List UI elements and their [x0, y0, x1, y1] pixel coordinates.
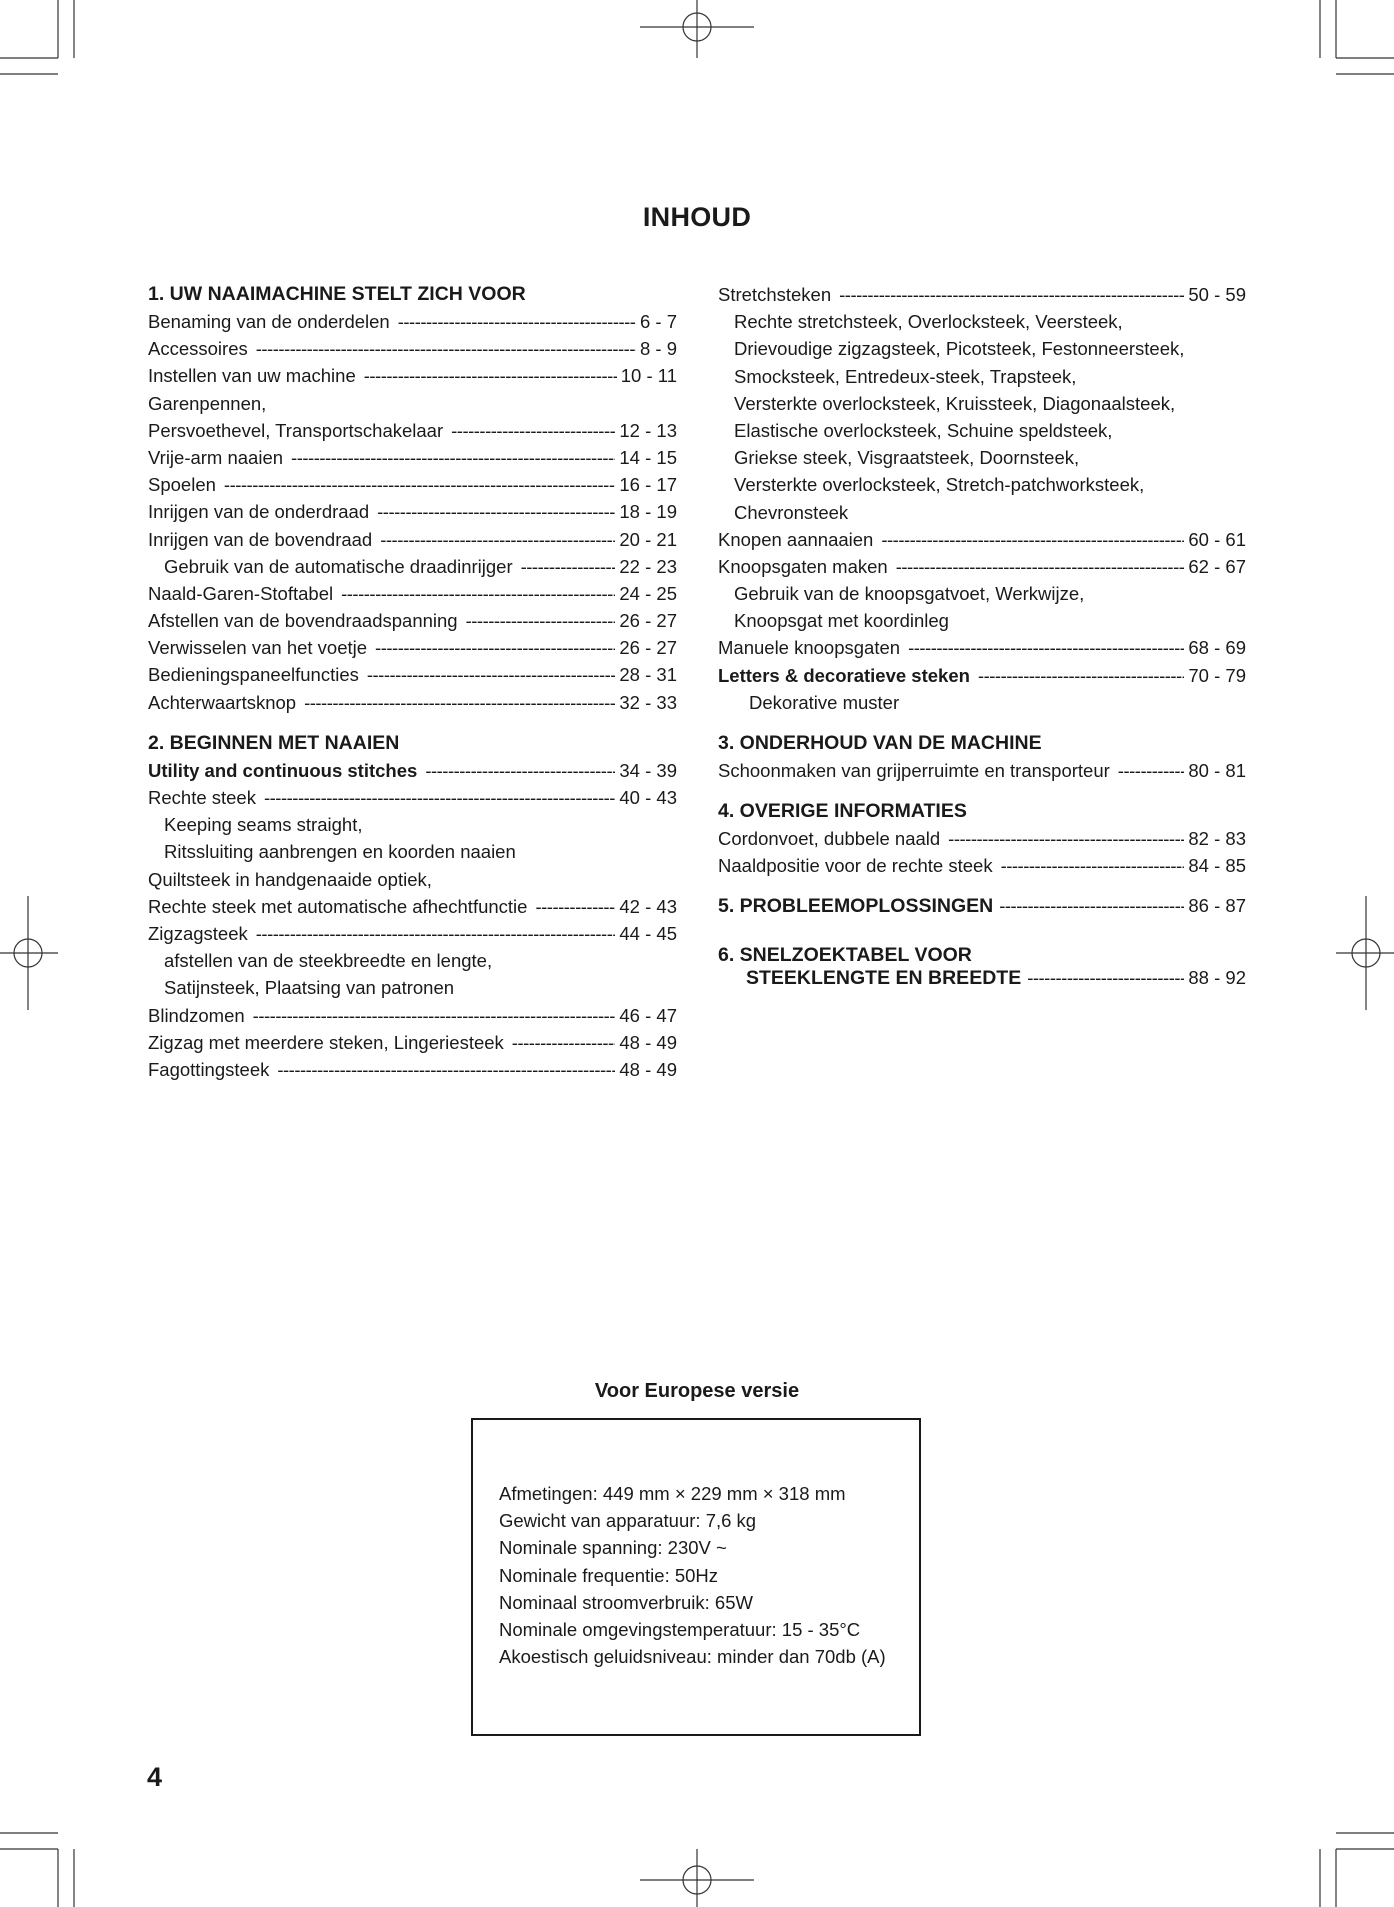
- toc-label: Blindzomen: [148, 1004, 245, 1026]
- toc-subline: Drievoudige zigzagsteek, Picotsteek, Festonneersteek,: [734, 338, 1185, 360]
- leader-dots: [253, 1002, 616, 1029]
- spec-item: Gewicht van apparatuur: 7,6 kg: [499, 1510, 757, 1532]
- toc-left-column: [148, 281, 677, 1083]
- leader-dots: [535, 893, 615, 920]
- toc-pages: 88 - 92: [1188, 966, 1246, 988]
- toc-entry[interactable]: [718, 634, 1246, 661]
- toc-subline: Rechte stretchsteek, Overlocksteek, Veersteek,: [734, 311, 1123, 333]
- toc-entry[interactable]: [148, 1029, 677, 1056]
- toc-entry[interactable]: [148, 335, 677, 362]
- leader-dots: [277, 1056, 615, 1083]
- toc-pages: 20 - 21: [619, 528, 677, 550]
- toc-entry[interactable]: [148, 362, 677, 389]
- toc-entry[interactable]: [148, 498, 677, 525]
- toc-pages: 82 - 83: [1188, 828, 1246, 850]
- toc-pages: 34 - 39: [619, 759, 677, 781]
- toc-subline: Versterkte overlocksteek, Kruissteek, Diagonaalsteek,: [734, 392, 1176, 414]
- page-title: INHOUD: [642, 202, 752, 232]
- leader-dots: [839, 281, 1184, 308]
- toc-pages: 48 - 49: [619, 1058, 677, 1080]
- toc-pages: 8 - 9: [639, 338, 677, 360]
- leader-dots: [908, 634, 1184, 661]
- toc-pages: 40 - 43: [619, 787, 677, 808]
- toc-pages: 12 - 13: [619, 419, 677, 441]
- leader-dots: [466, 607, 616, 634]
- toc-label: Rechte steek: [148, 787, 256, 808]
- toc-subline: Quiltsteek in handgenaaide optiek,: [148, 868, 432, 890]
- toc-entry[interactable]: [718, 526, 1246, 553]
- leader-dots: [367, 661, 616, 688]
- toc-entry[interactable]: [148, 689, 677, 716]
- toc-entry[interactable]: [148, 1002, 677, 1029]
- toc-entry[interactable]: [148, 1056, 677, 1083]
- section-heading: 4. OVERIGE INFORMATIES: [718, 800, 967, 823]
- leader-dots: [896, 553, 1185, 580]
- toc-pages: 26 - 27: [619, 637, 677, 659]
- toc-label: Knopen aannaaien: [718, 528, 874, 550]
- spec-item: Nominale omgevingstemperatuur: 15 - 35°C: [499, 1618, 861, 1640]
- leader-dots: [948, 825, 1184, 852]
- toc-subline: Satijnsteek, Plaatsing van patronen: [164, 977, 455, 999]
- leader-dots: [304, 689, 615, 716]
- toc-pages: 28 - 31: [619, 664, 677, 686]
- toc-label: Knoopsgaten maken: [718, 555, 888, 577]
- section-heading: 3. ONDERHOUD VAN DE MACHINE: [718, 732, 1042, 754]
- toc-section-entry[interactable]: [718, 966, 1246, 990]
- leader-dots: [999, 894, 1184, 918]
- toc-pages: 44 - 45: [619, 922, 677, 944]
- leader-dots: [256, 335, 636, 362]
- toc-pages: 14 - 15: [619, 446, 677, 468]
- toc-pages: 10 - 11: [620, 365, 677, 387]
- toc-label: Manuele knoopsgaten: [718, 637, 901, 659]
- toc-entry[interactable]: [718, 281, 1246, 308]
- leader-dots: [264, 784, 615, 811]
- toc-subline: Elastische overlocksteek, Schuine speldsteek,: [734, 419, 1113, 441]
- toc-label: Letters & decoratieve steken: [718, 664, 970, 686]
- toc-subline: Chevronsteek: [734, 501, 849, 523]
- leader-dots: [291, 444, 615, 471]
- toc-pages: 68 - 69: [1188, 637, 1246, 659]
- section-heading-cont: STEEKLENGTE EN BREEDTE: [746, 966, 1022, 989]
- toc-label: Cordonvoet, dubbele naald: [718, 828, 941, 850]
- spec-item: Afmetingen: 449 mm × 229 mm × 318 mm: [499, 1483, 846, 1504]
- toc-entry[interactable]: [718, 757, 1246, 784]
- toc-subline: Knoopsgat met koordinleg: [734, 610, 949, 632]
- specs-list: [499, 1480, 886, 1670]
- leader-dots: [521, 553, 616, 580]
- toc-label: Fagottingsteek: [148, 1058, 270, 1080]
- toc-label: Inrijgen van de bovendraad: [148, 528, 373, 550]
- toc-entry[interactable]: [148, 607, 677, 634]
- toc-pages: 80 - 81: [1188, 760, 1246, 781]
- spec-item: Nominale spanning: 230V ~: [499, 1537, 727, 1559]
- toc-label: Naaldpositie voor de rechte steek: [718, 855, 993, 877]
- page-number: 4: [147, 1762, 163, 1792]
- leader-dots: [224, 471, 615, 498]
- toc-entry[interactable]: [148, 471, 677, 498]
- toc-subline: Gebruik van de knoopsgatvoet, Werkwijze,: [734, 583, 1085, 605]
- leader-dots: [380, 526, 615, 553]
- spec-item: Nominaal stroomverbruik: 65W: [499, 1591, 753, 1613]
- toc-pages: 26 - 27: [619, 610, 677, 632]
- toc-label: Instellen van uw machine: [148, 365, 356, 387]
- toc-pages: 62 - 67: [1188, 555, 1246, 577]
- toc-entry[interactable]: [718, 825, 1246, 852]
- leader-dots: [451, 417, 615, 444]
- toc-entry[interactable]: [718, 553, 1246, 580]
- toc-entry[interactable]: [148, 757, 677, 784]
- toc-label: Stretchsteken: [718, 284, 832, 305]
- toc-entry[interactable]: [718, 852, 1246, 879]
- toc-section-entry[interactable]: [718, 894, 1246, 918]
- toc-pages: 22 - 23: [619, 555, 677, 577]
- toc-label: Accessoires: [148, 338, 248, 360]
- toc-label: Utility and continuous stitches: [148, 759, 418, 781]
- toc-label: Rechte steek met automatische afhechtfunctie: [148, 895, 528, 917]
- leader-dots: [1001, 852, 1185, 879]
- specs-title: Voor Europese versie: [594, 1380, 800, 1402]
- leader-dots: [425, 757, 615, 784]
- toc-label: Bedieningspaneelfuncties: [148, 664, 359, 686]
- toc-label: Verwisselen van het voetje: [148, 637, 368, 659]
- toc-entry[interactable]: [148, 784, 677, 811]
- toc-pages: 86 - 87: [1188, 894, 1246, 916]
- section-heading: 1. UW NAAIMACHINE STELT ZICH VOOR: [148, 283, 526, 305]
- toc-label: Spoelen: [148, 474, 216, 496]
- leader-dots: [377, 498, 615, 525]
- toc-pages: 60 - 61: [1188, 528, 1246, 550]
- toc-pages: 84 - 85: [1188, 855, 1246, 877]
- leader-dots: [375, 634, 615, 661]
- toc-entry[interactable]: [148, 417, 677, 444]
- toc-label: Zigzagsteek: [148, 922, 248, 944]
- toc-label: Persvoethevel, Transportschakelaar: [148, 419, 444, 441]
- leader-dots: [1118, 757, 1185, 784]
- toc-label: Zigzag met meerdere steken, Lingeriesteek: [148, 1031, 504, 1053]
- leader-dots: [1027, 966, 1184, 990]
- toc-entry[interactable]: [148, 580, 677, 607]
- toc-label: Achterwaartsknop: [148, 691, 297, 713]
- section-heading: 2. BEGINNEN MET NAAIEN: [148, 731, 400, 754]
- leader-dots: [978, 662, 1184, 689]
- toc-pages: 70 - 79: [1188, 664, 1246, 686]
- toc-subline: afstellen van de steekbreedte en lengte,: [164, 950, 493, 972]
- toc-subline: Garenpennen,: [148, 392, 267, 414]
- toc-pages: 48 - 49: [619, 1031, 677, 1053]
- leader-dots: [881, 526, 1184, 553]
- toc-entry[interactable]: [148, 444, 677, 471]
- toc-entry[interactable]: [148, 920, 677, 947]
- section-heading: 5. PROBLEEMOPLOSSINGEN: [718, 894, 994, 917]
- toc-pages: 16 - 17: [619, 474, 677, 496]
- toc-label: Gebruik van de automatische draadinrijger: [164, 555, 513, 577]
- toc-label: Afstellen van de bovendraadspanning: [148, 610, 458, 632]
- toc-subline: Dekorative muster: [749, 691, 900, 713]
- toc-subline: Keeping seams straight,: [164, 814, 363, 836]
- toc-pages: 42 - 43: [619, 895, 677, 917]
- toc-pages: 46 - 47: [619, 1004, 677, 1026]
- leader-dots: [341, 580, 615, 607]
- toc-label: Inrijgen van de onderdraad: [148, 501, 370, 523]
- leader-dots: [512, 1029, 616, 1056]
- toc-subline: Smocksteek, Entredeux-steek, Trapsteek,: [734, 365, 1077, 387]
- toc-pages: 6 - 7: [639, 311, 677, 332]
- toc-entry[interactable]: [148, 893, 677, 920]
- toc-pages: 50 - 59: [1188, 284, 1246, 305]
- toc-entry[interactable]: [718, 662, 1246, 689]
- toc-pages: 24 - 25: [619, 582, 677, 604]
- toc-pages: 32 - 33: [619, 691, 677, 713]
- toc-entry[interactable]: [148, 553, 677, 580]
- toc-label: Benaming van de onderdelen: [148, 311, 390, 332]
- toc-entry[interactable]: [148, 526, 677, 553]
- leader-dots: [398, 308, 636, 335]
- toc-entry[interactable]: [148, 308, 677, 335]
- toc-entry[interactable]: [148, 661, 677, 688]
- specs-box: [471, 1418, 921, 1736]
- toc-label: Schoonmaken van grijperruimte en transporteur: [718, 760, 1110, 781]
- toc-pages: 18 - 19: [619, 501, 677, 523]
- toc-label: Vrije-arm naaien: [148, 446, 284, 468]
- leader-dots: [256, 920, 616, 947]
- toc-subline: Versterkte overlocksteek, Stretch-patchworksteek,: [734, 474, 1145, 496]
- toc-label: Naald-Garen-Stoftabel: [148, 582, 334, 604]
- spec-item: Akoestisch geluidsniveau: minder dan 70db (A): [499, 1646, 886, 1668]
- toc-subline: Griekse steek, Visgraatsteek, Doornsteek,: [734, 447, 1080, 469]
- toc-subline: Ritssluiting aanbrengen en koorden naaien: [164, 841, 516, 863]
- toc-entry[interactable]: [148, 634, 677, 661]
- spec-item: Nominale frequentie: 50Hz: [499, 1564, 719, 1586]
- leader-dots: [364, 362, 617, 389]
- section-heading: 6. SNELZOEKTABEL VOOR: [718, 943, 972, 966]
- toc-right-column: [718, 281, 1246, 990]
